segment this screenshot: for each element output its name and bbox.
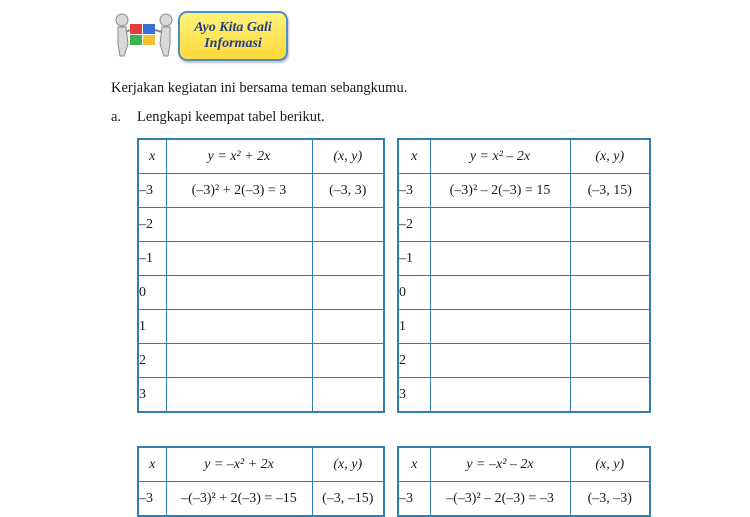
table-row (398, 482, 650, 517)
table-row (138, 482, 384, 517)
x-value: –3 (398, 174, 430, 208)
y-computation: –(–3)² + 2(–3) = –15 (166, 482, 312, 517)
x-value: 2 (138, 344, 166, 378)
section-badge (178, 11, 288, 61)
point-value[interactable] (570, 242, 650, 276)
value-table-1 (137, 138, 385, 413)
x-value: –3 (398, 482, 430, 517)
header-equation: y = x² + 2x (166, 139, 312, 174)
y-computation[interactable] (430, 208, 570, 242)
point-value[interactable] (312, 344, 384, 378)
x-value: 2 (398, 344, 430, 378)
header-x: x (398, 447, 430, 482)
table-row (138, 208, 384, 242)
table-row (398, 174, 650, 208)
task-text: Lengkapi keempat tabel berikut. (137, 109, 325, 125)
table-header-row (398, 139, 650, 174)
table-row (398, 378, 650, 413)
header-point: (x, y) (312, 447, 384, 482)
y-computation[interactable] (430, 310, 570, 344)
header-x: x (138, 139, 166, 174)
table-row (138, 276, 384, 310)
point-value: (–3, 3) (312, 174, 384, 208)
header-equation: y = –x² + 2x (166, 447, 312, 482)
table-row (398, 208, 650, 242)
header-point: (x, y) (312, 139, 384, 174)
point-value: (–3, –15) (312, 482, 384, 517)
task-item-a (111, 109, 325, 126)
x-value: –2 (138, 208, 166, 242)
value-table-4 (397, 446, 651, 517)
task-label: a. (111, 109, 122, 125)
instruction-text: Kerjakan kegiatan ini bersama teman sebangkumu. (111, 80, 408, 96)
point-value[interactable] (312, 276, 384, 310)
puzzle-figures-logo (112, 10, 176, 58)
header-x: x (138, 447, 166, 482)
badge-line-1: Ayo Kita Gali (194, 20, 272, 35)
table-row (138, 378, 384, 413)
value-table-3 (137, 446, 385, 517)
badge-line-2: Informasi (204, 36, 262, 51)
table-row (138, 310, 384, 344)
x-value: –1 (138, 242, 166, 276)
table-row (398, 310, 650, 344)
point-value[interactable] (312, 208, 384, 242)
table-header-row (138, 139, 384, 174)
y-computation[interactable] (166, 242, 312, 276)
header-x: x (398, 139, 430, 174)
x-value: 3 (138, 378, 166, 413)
y-computation[interactable] (166, 276, 312, 310)
point-value[interactable] (570, 378, 650, 413)
y-computation: (–3)² + 2(–3) = 3 (166, 174, 312, 208)
table-row (138, 174, 384, 208)
table-row (138, 344, 384, 378)
x-value: 3 (398, 378, 430, 413)
point-value[interactable] (570, 310, 650, 344)
point-value: (–3, –3) (570, 482, 650, 517)
x-value: 1 (398, 310, 430, 344)
y-computation[interactable] (166, 208, 312, 242)
x-value: –1 (398, 242, 430, 276)
table-row (398, 344, 650, 378)
x-value: –2 (398, 208, 430, 242)
point-value[interactable] (312, 378, 384, 413)
point-value[interactable] (570, 344, 650, 378)
y-computation[interactable] (166, 310, 312, 344)
x-value: 0 (398, 276, 430, 310)
header-point: (x, y) (570, 447, 650, 482)
point-value[interactable] (570, 276, 650, 310)
point-value[interactable] (312, 242, 384, 276)
table-row (138, 242, 384, 276)
table-row (398, 242, 650, 276)
table-header-row (138, 447, 384, 482)
y-computation[interactable] (430, 378, 570, 413)
table-row (398, 276, 650, 310)
y-computation: –(–3)² – 2(–3) = –3 (430, 482, 570, 517)
header-equation: y = x² – 2x (430, 139, 570, 174)
x-value: 0 (138, 276, 166, 310)
point-value: (–3, 15) (570, 174, 650, 208)
y-computation: (–3)² – 2(–3) = 15 (430, 174, 570, 208)
y-computation[interactable] (166, 378, 312, 413)
value-table-2 (397, 138, 651, 413)
x-value: –3 (138, 174, 166, 208)
y-computation[interactable] (430, 242, 570, 276)
point-value[interactable] (312, 310, 384, 344)
y-computation[interactable] (430, 276, 570, 310)
header-equation: y = –x² – 2x (430, 447, 570, 482)
x-value: 1 (138, 310, 166, 344)
y-computation[interactable] (166, 344, 312, 378)
x-value: –3 (138, 482, 166, 517)
point-value[interactable] (570, 208, 650, 242)
header-point: (x, y) (570, 139, 650, 174)
y-computation[interactable] (430, 344, 570, 378)
table-header-row (398, 447, 650, 482)
